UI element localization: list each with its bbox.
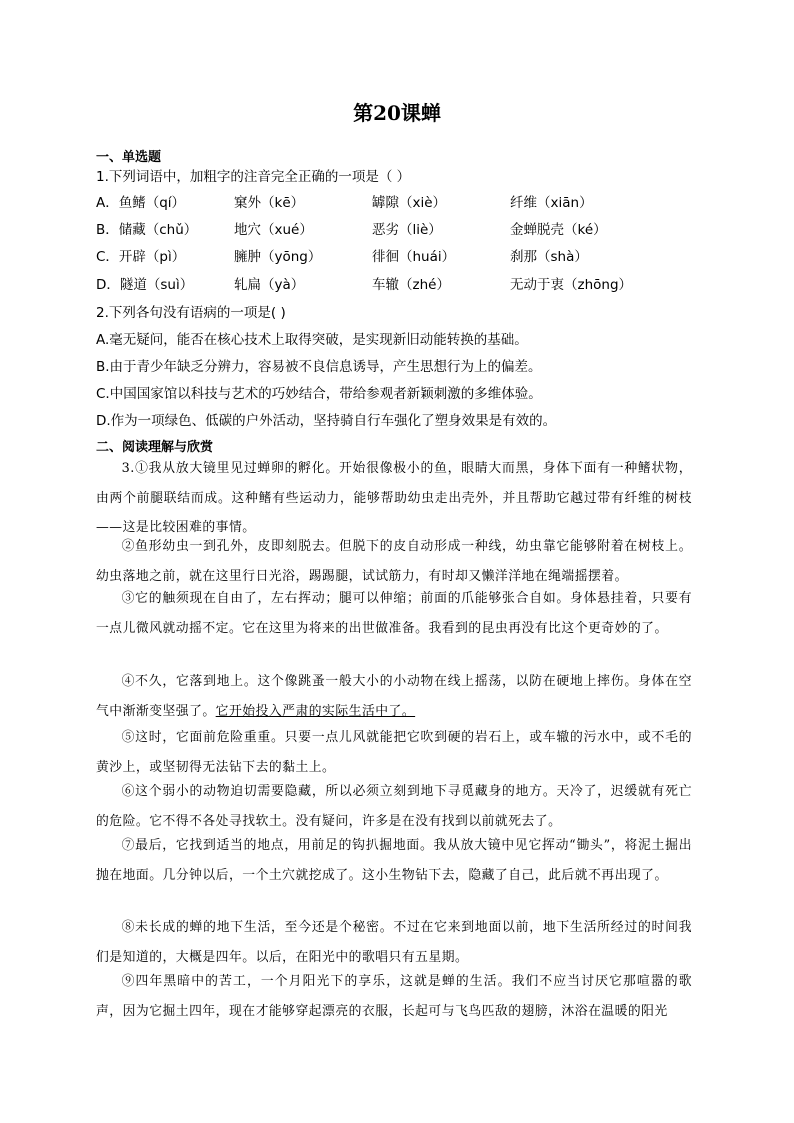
option-cell: 臃肿（yōng） xyxy=(234,249,322,265)
passage-paragraph-6: ⑥这个弱小的动物迫切需要隐藏，所以必须立刻到地下寻觅藏身的地方。天冷了，迟缓就有死亡的危险。它不得不各处寻找软土。没有疑问，许多是在没有找到以前就死去了。 xyxy=(96,784,692,829)
passage-paragraph-3: ③它的触须现在自由了，左右挥动；腿可以伸缩；前面的爪能够张合自如。身体悬挂着，只要有一点儿微风就动摇不定。它在这里为将来的出世做准备。我看到的昆虫再没有比这个更奇妙的了。 xyxy=(96,591,692,636)
question-2-option-d: D.作为一项绿色、低碳的户外活动，坚持骑自行车强化了塑身效果是有效的。 xyxy=(96,413,557,429)
passage-paragraph-8: ⑧未长成的蝉的地下生活，至今还是个秘密。不过在它来到地面以前，地下生活所经过的时间我们是知道的，大概是四年。以后，在阳光中的歌唱只有五星期。 xyxy=(96,920,692,965)
section-heading-reading: 二、阅读理解与欣赏 xyxy=(96,440,214,455)
question-2-option-c: C.中国国家馆以科技与艺术的巧妙结合，带给参观者新颖刺激的多维体验。 xyxy=(96,386,542,402)
passage-paragraph-1: 3.①我从放大镜里见过蝉卵的孵化。开始很像极小的鱼，眼睛大而黑，身体下面有一种鳍状物，由两个前腿联结而成。这种鳍有些运动力，能够帮助幼虫走出壳外，并且帮助它越过带有纤维的树枝——这是比较困难的事情。 xyxy=(96,461,692,535)
passage-paragraph-4 xyxy=(96,667,692,726)
option-cell: 无动于衷（zhōng） xyxy=(510,277,633,293)
passage-paragraph-9: ⑨四年黑暗中的苦工，一个月阳光下的享乐，这就是蝉的生活。我们不应当讨厌它那喧嚣的歌声，因为它掘土四年，现在才能够穿起漂亮的衣服，长起可与飞鸟匹敌的翅膀，沐浴在温暖的阳光 xyxy=(96,974,692,1019)
option-cell: C．开辟（pì） xyxy=(96,249,186,265)
option-cell: 恶劣（liè） xyxy=(372,222,442,238)
option-cell: 徘徊（huái） xyxy=(372,249,456,265)
option-cell: 地穴（xué） xyxy=(234,222,313,238)
option-cell: 轧扁（yà） xyxy=(234,277,305,293)
option-cell: A．鱼鳍（qí） xyxy=(96,195,186,211)
question-2-option-a: A.毫无疑问，能否在核心技术上取得突破，是实现新旧动能转换的基础。 xyxy=(96,332,528,348)
passage-paragraph-7: ⑦最后，它找到适当的地点，用前足的钩扒掘地面。我从放大镜中见它挥动“锄头”，将泥土掘出抛在地面。几分钟以后，一个土穴就挖成了。这小生物钻下去，隐藏了自己，此后就不再出现了。 xyxy=(96,838,692,883)
question-2-option-b: B.由于青少年缺乏分辨力，容易被不良信息诱导，产生思想行为上的偏差。 xyxy=(96,359,542,375)
option-cell: 金蝉脱壳（ké） xyxy=(510,222,607,238)
option-cell: D．隧道（suì） xyxy=(96,277,194,293)
option-cell: 刹那（shà） xyxy=(510,249,588,265)
passage-paragraph-5: ⑤这时，它面前危险重重。只要一点儿风就能把它吹到硬的岩石上，或车辙的污水中，或不毛的黄沙上，或坚韧得无法钻下去的黏土上。 xyxy=(96,730,692,775)
option-cell: 窠外（kē） xyxy=(234,195,305,211)
underlined-sentence: 它开始投入严肃的实际生活中了。 xyxy=(215,703,416,719)
passage-paragraph-2: ②鱼形幼虫一到孔外，皮即刻脱去。但脱下的皮自动形成一种线，幼虫靠它能够附着在树枝上。幼虫落地之前，就在这里行日光浴，踢踢腿，试试筋力，有时却又懒洋洋地在绳端摇摆着。 xyxy=(96,539,692,584)
option-cell: B．储藏（chǔ） xyxy=(96,222,198,238)
passage-paragraph-4-text: ④不久，它落到地上。这个像跳蚤一般大小的小动物在线上摇荡，以防在硬地上摔伤。身体在空气中渐渐变坚强了。 xyxy=(96,674,692,719)
page-title: 第20课蝉 xyxy=(353,101,441,125)
question-2-stem: 2.下列各句没有语病的一项是( ) xyxy=(96,305,286,321)
option-cell: 罅隙（xiè） xyxy=(372,195,447,211)
section-heading-single-choice: 一、单选题 xyxy=(96,150,162,165)
option-cell: 车辙（zhé） xyxy=(372,277,450,293)
option-cell: 纤维（xiān） xyxy=(510,195,593,211)
question-1-stem: 1.下列词语中，加粗字的注音完全正确的一项是（ ） xyxy=(96,169,411,185)
